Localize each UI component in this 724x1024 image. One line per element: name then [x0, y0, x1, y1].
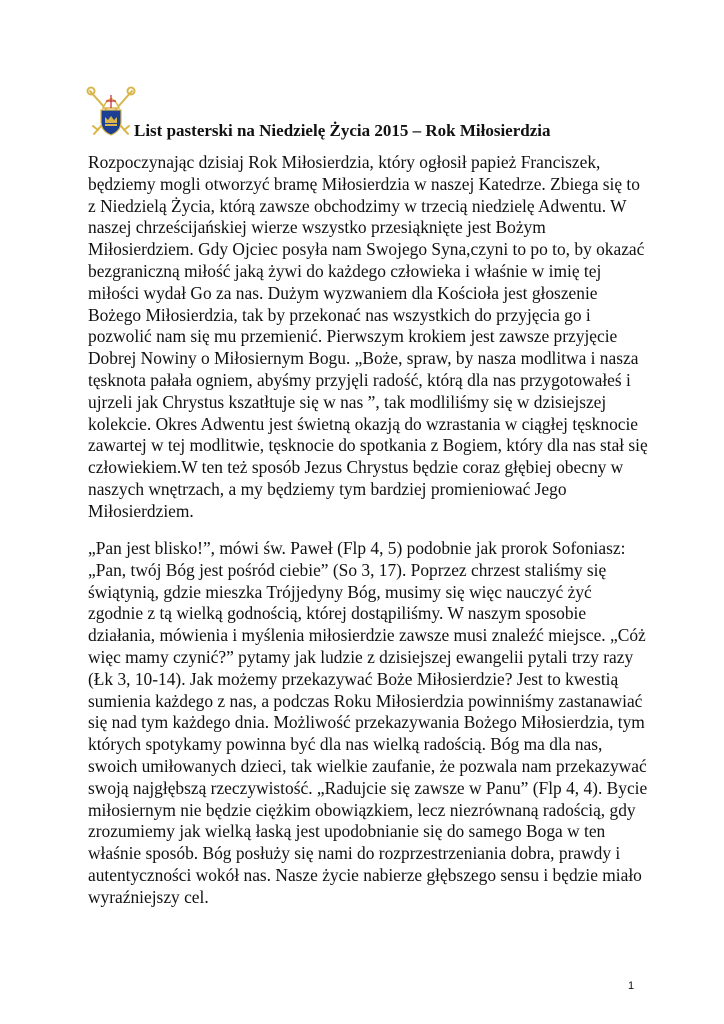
- text-line: naszych wnętrzach, a my będziemy tym bardziej promieniować Jego: [88, 478, 567, 499]
- text-line: autentyczności wokół nas. Nasze życie nabierze głębszego sensu i będzie miało: [88, 865, 642, 885]
- text-line: z Niedzielą Życia, którą zawsze obchodzimy w trzecią niedzielę Adwentu. W: [88, 195, 627, 216]
- letter-title: List pasterski na Niedzielę Życia 2015 – Rok Miłosierdzia: [134, 121, 551, 140]
- text-line: których spotykamy powinna być dla nas wielką radością. Bóg ma dla nas,: [88, 734, 603, 755]
- text-line: zrozumiemy jak wielką łaską jest upodobnianie się do samego Boga w ten: [88, 821, 606, 842]
- text-line: „Pan jest blisko!”, mówi św. Paweł (Flp 4, 5) podobnie jak prorok Sofoniasz:: [88, 538, 626, 559]
- text-line: pozwolić nam się mu przemienić. Pierwszym krokiem jest zawsze przyjęcie: [88, 326, 618, 347]
- text-line: właśnie sposób. Bóg posłuży się nami do rozprzestrzeniania dobra, prawdy i: [88, 843, 621, 864]
- text-line: ujrzeli jak Chrystus kszatłtuje się w nas ”, tak modliliśmy się w dzisiejszej: [88, 391, 607, 412]
- text-line: swoich umiłowanych dzieci, tak wielkie zaufanie, że pozwala nam przekazywać: [88, 756, 647, 777]
- text-line: człowiekiem.W ten też sposób Jezus Chrystus będzie coraz głębiej obecny w: [88, 457, 624, 478]
- text-line: bezgraniczną miłość jaką żywi do każdego człowieka i właśnie w imię tej: [88, 260, 602, 281]
- text-line: zgodnie z tą wielką godnością, której dostąpiliśmy. W naszym sposobie: [88, 603, 587, 624]
- text-line: się nad tym każdego dnia. Możliwość przekazywania Bożego Miłosierdzia, tym: [88, 712, 645, 733]
- text-line: miłości wydał Go za nas. Dużym wyzwaniem dla Kościoła jest głoszenie: [88, 282, 598, 303]
- text-line: Rozpoczynając dzisiaj Rok Miłosierdzia, który ogłosił papież Franciszek,: [88, 152, 601, 172]
- text-line: zawartej w tej modlitwie, tęsknocie do spotkania z Bogiem, który dla nas stał się: [88, 435, 648, 456]
- text-line: świątynią, gdzie mieszka Trójjedyny Bóg, musimy się więc nauczyć żyć: [88, 581, 592, 602]
- diocese-coat-of-arms-logo: [86, 86, 136, 138]
- text-line: wyraźniejszy cel.: [88, 886, 209, 907]
- text-line: Miłosierdziem. Gdy Ojciec posyła nam Swojego Syna,czyni to po to, by okazać: [88, 239, 645, 260]
- text-line: Miłosierdziem.: [88, 500, 194, 521]
- text-line: działania, mówienia i myślenia miłosierdzie zawsze musi znaleźć miejsce. „Cóż: [88, 625, 646, 646]
- body-paragraph: [88, 538, 648, 909]
- text-line: naszej chrześcijańskiej wierze wszystko przesiąknięte jest Bożym: [88, 217, 546, 238]
- text-line: (Łk 3, 10-14). Jak możemy przekazywać Boże Miłosierdzie? Jest to kwestią: [88, 668, 619, 689]
- text-line: miłosiernym nie będzie ciężkim obowiązkiem, lecz niezrównaną radością, gdy: [88, 799, 636, 820]
- page-number: 1: [628, 980, 635, 992]
- letter-body: [88, 152, 648, 909]
- text-line: tęsknota pałała ogniem, abyśmy przyjęli radość, którą dla nas przygotowałeś i: [88, 369, 631, 390]
- text-line: swoją najgłębszą rzeczywistość. „Radujcie się zawsze w Panu” (Flp 4, 4). Bycie: [88, 777, 648, 798]
- text-line: będziemy mogli otworzyć bramę Miłosierdzia w naszej Katedrze. Zbiega się to: [88, 173, 640, 194]
- body-paragraph: [88, 152, 648, 523]
- text-line: „Pan, twój Bóg jest pośród ciebie” (So 3, 17). Poprzez chrzest staliśmy się: [88, 559, 607, 580]
- text-line: sumienia każdego z nas, a podczas Roku Miłosierdzia powinniśmy zastanawiać: [88, 690, 643, 711]
- text-line: kolekcie. Okres Adwentu jest świetną okazją do wzrastania w ciągłej tęsknocie: [88, 413, 639, 434]
- text-line: Bożego Miłosierdzia, tak by przekonać nas wszystkich do przyjęcia go i: [88, 304, 591, 325]
- text-line: Dobrej Nowiny o Miłosiernym Bogu. „Boże, spraw, by nasza modlitwa i nasza: [88, 348, 639, 369]
- text-line: więc mamy czynić?” pytamy jak ludzie z dzisiejszej ewangelii pytali trzy razy: [88, 647, 634, 668]
